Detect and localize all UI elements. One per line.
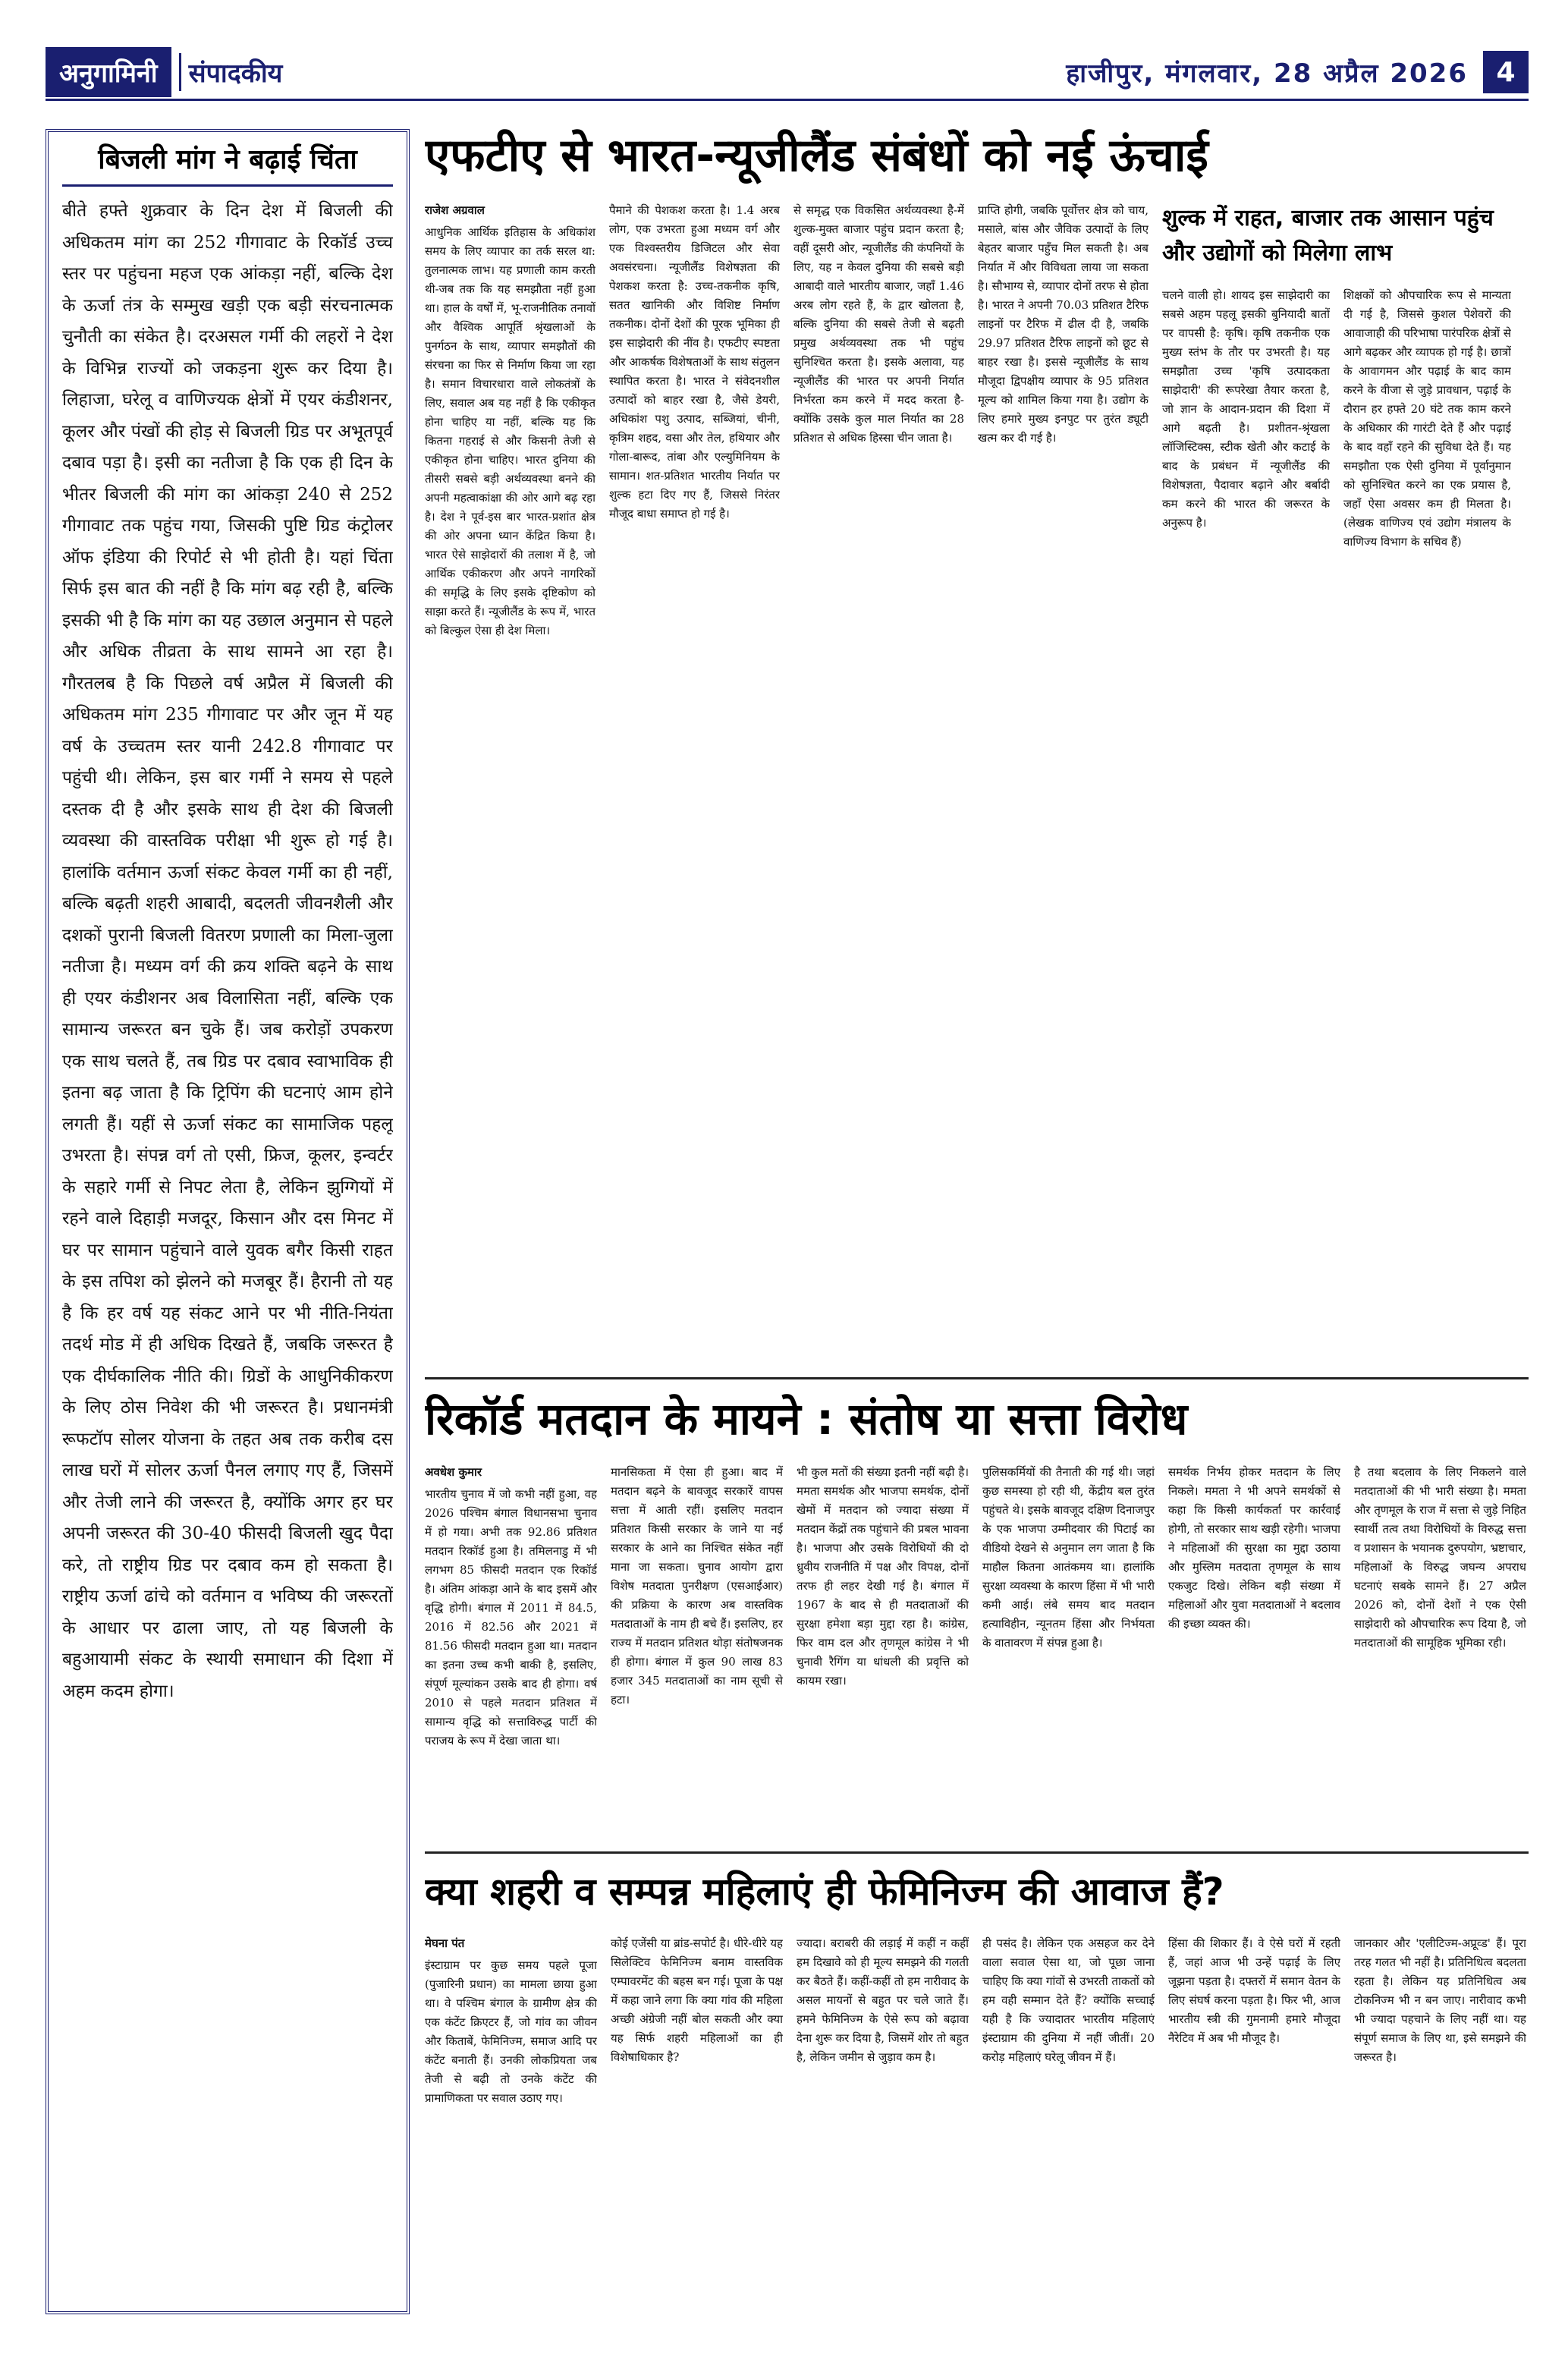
article-column: ही पसंद है। लेकिन एक असहज कर देने वाला सवाल ऐसा था, जो पूछा जाना चाहिए कि क्या गांवों से उभरती ताकतों को हम वही सम्मान देते हैं? क्योंकि सच्चाई यही है कि ज्यादातर भारतीय महिलाएं इंस्टाग्राम की दुनिया में नहीं जीतीं। 20 करोड़ महिलाएं घरेलू जीवन में हैं।	[982, 1936, 1155, 2064]
article-column: शिक्षकों को औपचारिक रूप से मान्यता दी गई है, जिससे कुशल पेशेवरों की आवाजाही की परिभाषा पारंपरिक क्षेत्रों से आगे बढ़कर और व्यापक हो गई है। छात्रों के आवागमन और पढ़ाई के बाद काम करने के वीजा से जुड़े प्रावधान, पढ़ाई के दौरान हर हफ्ते 20 घंटे तक काम करने के अधिकार की गारंटी देते हैं और पढ़ाई के बाद वहाँ रहने की सुविधा देते हैं। यह समझौता एक ऐसी दुनिया में पूर्वानुमान को सुनिश्चित करने का एक प्रयास है, जहाँ ऐसा अवसर कम ही मिलता है। (लेखक वाणिज्य एवं उद्योग मंत्रालय के वाणिज्य विभाग के सचिव हैं)	[1343, 288, 1511, 549]
masthead-divider	[179, 53, 181, 91]
article-column: पुलिसकर्मियों की तैनाती की गई थी। जहां कुछ समस्या हो रही थी, केंद्रीय बल तुरंत पहुंचते थे। इसके बावजूद दक्षिण दिनाजपुर के एक भाजपा उम्मीदवार की पिटाई का वीडियो देखने से अनुमान लग जाता है कि माहौल कितना आतंकमय था। हालांकि सुरक्षा व्यवस्था के कारण हिंसा में भी भारी कमी आई। लंबे समय बाद मतदान हत्याविहीन, न्यूनतम हिंसा और निर्भयता के वातावरण में संपन्न हुआ है।	[982, 1465, 1155, 1650]
article-byline: मेघना पंत	[425, 1936, 465, 1950]
sidebar-title: बिजली मांग ने बढ़ाई चिंता	[62, 140, 393, 187]
article-column: समर्थक निर्भय होकर मतदान के लिए निकले। ममता ने भी अपने समर्थकों से कहा कि किसी कार्यकर्ता पर कार्रवाई होगी, तो सरकार साथ खड़ी रहेगी। भाजपा ने महिलाओं की सुरक्षा का मुद्दा उठाया और मुस्लिम मतदाता तृणमूल के साथ एकजुट दिखे। लेकिन बड़ी संख्या में महिलाओं और युवा मतदाताओं ने बदलाव की इच्छा व्यक्त की।	[1168, 1465, 1340, 1631]
article-column: कोई एजेंसी या ब्रांड-सपोर्ट है। धीरे-धीरे यह सिलेक्टिव फेमिनिज्म बनाम वास्तविक एम्पावरमेंट की बहस बन गई। पूजा के पक्ष में कहा जाने लगा कि क्या गांव की महिला अच्छी अंग्रेजी नहीं बोल सकती और क्या यह सिर्फ शहरी महिलाओं का ही विशेषाधिकार है?	[611, 1936, 783, 2064]
article-feminism	[425, 1863, 1529, 2311]
article-column: जानकार और 'एलीटिज्म-अप्रूव्ड' हैं। पूरा तरह गलत भी नहीं है। प्रतिनिधित्व बदलता रहता है। लेकिन यह प्रतिनिधित्व अब टोकनिज्म भी न बन जाए। नारीवाद कभी भी ज्यादा पहचाने के लिए नहीं था। यह संपूर्ण समाज के लिए था, इसे समझने की जरूरत है।	[1354, 1936, 1526, 2064]
editorial-sidebar	[46, 129, 410, 2314]
article-byline: राजेश अग्रवाल	[425, 203, 485, 217]
article-column: मेघना पंत इंस्टाग्राम पर कुछ समय पहले पूजा (पुजारिनी प्रधान) का मामला छाया हुआ था। वे पश्चिम बंगाल के ग्रामीण क्षेत्र की एक कंटेंट क्रिएटर हैं, जो गांव का जीवन और किताबें, फेमिनिज्म, समाज आदि पर कंटेंट बनाती हैं। उनकी लोकप्रियता जब तेजी से बढ़ी तो उनके कंटेंट की प्रामाणिकता पर सवाल उठाए गए।	[425, 1934, 597, 2306]
article-headline: एफटीए से भारत-न्यूजीलैंड संबंधों को नई ऊंचाई	[425, 129, 1208, 182]
article-column: पैमाने की पेशकश करता है। 1.4 अरब लोग, एक उभरता हुआ मध्यम वर्ग और एक विश्वस्तरीय डिजिटल और सेवा अवसंरचना। न्यूजीलैंड विशेषज्ञता की पेशकश करता है: उच्च-तकनीक कृषि, सतत खानिकी और विशिष्ट निर्माण तकनीक। दोनों देशों की पूरक भूमिका ही इस साझेदारी की नींव है। एफटीए स्पष्टता और आकर्षक विशेषताओं के साथ संतुलन स्थापित करता है। भारत ने संवेदनशील उत्पादों को बाहर रखा है, जैसे डेयरी, अधिकांश पशु उत्पाद, सब्जियां, चीनी, कृत्रिम शहद, वसा और तेल, हथियार और गोला-बारूद, तांबा और एल्युमिनियम के सामान। शत-प्रतिशत भारतीय निर्यात पर शुल्क हटा दिए गए हैं, जिससे निरंतर मौजूद बाधा समाप्त हो गई है।	[609, 203, 780, 521]
section-divider	[425, 1377, 1529, 1379]
article-column: चलने वाली हो। शायद इस साझेदारी का सबसे अहम पहलू इसकी बुनियादी बातों पर वापसी है: कृषि। कृषि तकनीक एक मुख्य स्तंभ के तौर पर उभरती है। यह समझौता उच्च 'कृषि उत्पादकता साझेदारी' की रूपरेखा तैयार करता है, जो ज्ञान के आदान-प्रदान की दिशा में आगे बढ़ती है। प्रशीतन-श्रृंखला लॉजिस्टिक्स, स्टीक खेती और कटाई के बाद के प्रबंधन में न्यूजीलैंड की विशेषज्ञता, पैदावार बढ़ाने और बर्बादी कम करने की भारत की जरूरत के अनुरूप है।	[1162, 288, 1330, 530]
article-byline: अवधेश कुमार	[425, 1465, 482, 1479]
masthead-dateline: हाजीपुर, मंगलवार, 28 अप्रैल 2026	[1066, 58, 1468, 89]
sidebar-body: बीते हफ्ते शुक्रवार के दिन देश में बिजली की अधिकतम मांग का 252 गीगावाट के रिकॉर्ड उच्च स्तर पर पहुंचना महज एक आंकड़ा नहीं, बल्कि देश के ऊर्जा तंत्र के सम्मुख खड़ी एक बड़ी संरचनात्मक चुनौती का संकेत है। दरअसल गर्मी की लहरों ने देश के विभिन्न राज्यों को जकड़ना शुरू कर दिया है। लिहाजा, घरेलू व वाणिज्यक क्षेत्रों में एयर कंडीशनर, कूलर और पंखों की होड़ से बिजली ग्रिड पर अभूतपूर्व दबाव पड़ा है। इसी का नतीजा है कि एक ही दिन के भीतर बिजली की मांग का आंकड़ा 240 से 252 गीगावाट तक पहुंच गया, जिसकी पुष्टि ग्रिड कंट्रोलर ऑफ इंडिया की रिपोर्ट से भी होती है। यहां चिंता सिर्फ इस बात की नहीं है कि मांग बढ़ रही है, बल्कि इसकी भी है कि मांग का यह उछाल अनुमान से पहले और अधिक तीव्रता के साथ सामने आ रहा है। गौरतलब है कि पिछले वर्ष अप्रैल में बिजली की अधिकतम मांग 235 गीगावाट पर और जून में यह वर्ष के उच्चतम स्तर यानी 242.8 गीगावाट पर पहुंची थी। लेकिन, इस बार गर्मी ने समय से पहले दस्तक दी है और इसके साथ ही देश की बिजली व्यवस्था की वास्तविक परीक्षा भी शुरू हो गई है। हालांकि वर्तमान ऊर्जा संकट केवल गर्मी का ही नहीं, बल्कि बढ़ती शहरी आबादी, बदलती जीवनशैली और दशकों पुरानी बिजली वितरण प्रणाली का मिला-जुला नतीजा है। मध्यम वर्ग की क्रय शक्ति बढ़ने के साथ ही एयर कंडीशनर अब विलासिता नहीं, बल्कि एक सामान्य जरूरत बन चुके हैं। जब करोड़ों उपकरण एक साथ चलते हैं, तब ग्रिड पर दबाव स्वाभाविक ही इतना बढ़ जाता है कि ट्रिपिंग की घटनाएं आम होने लगती हैं। यहीं से ऊर्जा संकट का सामाजिक पहलू उभरता है। संपन्न वर्ग तो एसी, फ्रिज, कूलर, इन्वर्टर के सहारे गर्मी से निपट लेता है, लेकिन झुग्गियों में रहने वाले दिहाड़ी मजदूर, किसान और दस मिनट में घर पर सामान पहुंचाने वाले युवक बगैर किसी राहत के इस तपिश को झेलने को मजबूर हैं। हैरानी तो यह है कि हर वर्ष यह संकट आने पर भी नीति-नियंता तदर्थ मोड में ही अधिक दिखते हैं, जबकि जरूरत है एक दीर्घकालिक नीति की। ग्रिडों के आधुनिकीकरण के लिए ठोस निवेश की भी जरूरत है। प्रधानमंत्री रूफटॉप सोलर योजना के तहत अब तक करीब दस लाख घरों में सोलर ऊर्जा पैनल लगाए गए हैं, जिसमें और तेजी लाने की जरूरत है, क्योंकि अगर हर घर अपनी जरूरत की 30-40 फीसदी बिजली खुद पैदा करे, तो राष्ट्रीय ग्रिड पर दबाव कम हो सकता है। राष्ट्रीय ऊर्जा ढांचे को वर्तमान व भविष्य की जरूरतों के आधार पर ढाला जाए, तो यह बिजली के बहुआयामी संकट के स्थायी समाधान की दिशा में अहम कदम होगा।	[62, 201, 393, 1701]
article-column: हिंसा की शिकार हैं। वे ऐसे घरों में रहती हैं, जहां आज भी उन्हें पढ़ाई के लिए जूझना पड़ता है। दफ्तरों में समान वेतन के लिए संघर्ष करना पड़ता है। फिर भी, आज भारतीय स्त्री की गुमनामी हमारे मौजूदा नैरेटिव में अब भी मौजूद है।	[1168, 1936, 1340, 2045]
article-fta	[425, 125, 1529, 1377]
article-column: राजेश अग्रवाल आधुनिक आर्थिक इतिहास के अधिकांश समय के लिए व्यापार का तर्क सरल था: तुलनात्मक लाभ। यह प्रणाली काम करती थी-जब तक कि यह समझौता नहीं हुआ था। हाल के वर्षों में, भू-राजनीतिक तनावों और वैश्विक आपूर्ति श्रृंखलाओं के पुनर्गठन के साथ, व्यापार समझौतों की संरचना का फिर से निर्माण किया जा रहा है। समान विचारधारा वाले लोकतंत्रों के लिए, सवाल अब यह नहीं है कि एकीकृत होना चाहिए या नहीं, बल्कि यह कि कितना गहराई से और किसनी तेजी से एकीकृत होना चाहिए। भारत दुनिया की तीसरी सबसे बड़ी अर्थव्यवस्था बनने की अपनी महत्वाकांक्षा की ओर आगे बढ़ रहा है। देश ने पूर्व-इस बार भारत-प्रशांत क्षेत्र की ओर अपना ध्यान केंद्रित किया है। भारत ऐसे साझेदारों की तलाश में है, जो आर्थिक एकीकरण और अपने नागरिकों की समृद्धि के लिए इसके दृष्टिकोण को साझा करते हैं। न्यूजीलैंड के रूप में, भारत को बिल्कुल ऐसा ही देश मिला।	[425, 201, 595, 1370]
masthead-section: संपादकीय	[188, 58, 283, 89]
masthead-brand: अनुगामिनी	[46, 47, 171, 97]
article-column: है तथा बदलाव के लिए निकलने वाले मतदाताओं की भी भारी संख्या है। ममता और तृणमूल के राज में सत्ता से जुड़े निहित स्वार्थी तत्व तथा विरोधियों के विरुद्ध सत्ता व प्रशासन के भयानक दुरुपयोग, भ्रष्टाचार, महिलाओं के विरुद्ध जघन्य अपराध घटनाएं सबके सामने हैं। 27 अप्रैल 2026 को, दोनों देशों ने एक ऐसी साझेदारी को औपचारिक रूप दिया है, जो मतदाताओं की सामूहिक भूमिका रही।	[1354, 1465, 1526, 1650]
article-column: भी कुल मतों की संख्या इतनी नहीं बढ़ी है। ममता समर्थक और भाजपा समर्थक, दोनों खेमों में मतदान को ज्यादा संख्या में मतदान केंद्रों तक पहुंचाने की प्रबल भावना है। भाजपा और उसके विरोधियों की दो ध्रुवीय राजनीति में पक्ष और विपक्ष, दोनों तरफ ही लहर देखी गई है। बंगाल में 1967 के बाद से ही मतदाताओं की सुरक्षा हमेशा बड़ा मुद्दा रहा है। कांग्रेस, फिर वाम दल और तृणमूल कांग्रेस ने भी चुनावी रैगिंग या धांधली की प्रवृत्ति को कायम रखा।	[797, 1465, 969, 1688]
article-column: ज्यादा। बराबरी की लड़ाई में कहीं न कहीं हम दिखावे को ही मूल्य समझने की गलती कर बैठते हैं। कहीं-कहीं तो हम नारीवाद के असल मायनों से बहुत पर चले जाते हैं। हमने फेमिनिज्म के ऐसे रूप को बढ़ावा देना शुरू कर दिया है, जिसमें शोर तो बहुत है, लेकिन जमीन से जुड़ाव कम है।	[797, 1936, 969, 2064]
article-election	[425, 1389, 1529, 1844]
masthead	[46, 46, 1529, 101]
article-headline: क्या शहरी व सम्पन्न महिलाएं ही फेमिनिज्म की आवाज हैं?	[425, 1870, 1224, 1914]
article-headline: रिकॉर्ड मतदान के मायने : संतोष या सत्ता विरोध	[425, 1393, 1188, 1445]
article-subdeck: शुल्क में राहत, बाजार तक आसान पहुंच और उद्योगों को मिलेगा लाभ	[1162, 205, 1494, 266]
section-divider	[425, 1851, 1529, 1854]
article-column: से समृद्ध एक विकसित अर्थव्यवस्था है-में शुल्क-मुक्त बाजार पहुंच प्रदान करता है; वहीं दूसरी ओर, न्यूजीलैंड की कंपनियों के लिए, यह न केवल दुनिया की सबसे बड़ी आबादी वाले भारतीय बाजार, जहाँ 1.46 अरब लोग रहते हैं, के द्वार खोलता है, बल्कि दुनिया की सबसे तेजी से बढ़ती प्रमुख अर्थव्यवस्था तक भी पहुंच सुनिश्चित करता है। इसके अलावा, यह न्यूजीलैंड की भारत पर अपनी निर्यात निर्भरता कम करने में मदद करता है-क्योंकि उसके कुल माल निर्यात का 28 प्रतिशत से अधिक हिस्सा चीन जाता है।	[793, 203, 964, 445]
page-number: 4	[1483, 51, 1529, 93]
article-column: मानसिकता में ऐसा ही हुआ। बाद में मतदान बढ़ने के बावजूद सरकारें वापस सत्ता में आती रहीं। इसलिए मतदान प्रतिशत किसी सरकार के जाने या नई सरकार के आने का निश्चित संकेत नहीं माना जा सकता। चुनाव आयोग द्वारा विशेष मतदाता पुनरीक्षण (एसआईआर) की प्रक्रिया के कारण अब वास्तविक मतदाताओं के नाम ही बचे हैं। इसलिए, हर राज्य में मतदान प्रतिशत थोड़ा संतोषजनक ही होगा। बंगाल में कुल 90 लाख 83 हजार 345 मतदाताओं का नाम सूची से हटा।	[611, 1465, 783, 1707]
article-column: अवधेश कुमार भारतीय चुनाव में जो कभी नहीं हुआ, वह 2026 पश्चिम बंगाल विधानसभा चुनाव में हो गया। अभी तक 92.86 प्रतिशत मतदान रिकॉर्ड हुआ है। तमिलनाडु में भी लगभग 85 फीसदी मतदान एक रिकॉर्ड है। अंतिम आंकड़ा आने के बाद इसमें और वृद्धि होगी। बंगाल में 2011 में 84.5, 2016 में 82.56 और 2021 में 81.56 फीसदी मतदान हुआ था। मतदान का इतना उच्च कभी बाकी है, इसलिए, संपूर्ण मूल्यांकन उसके बाद ही होगा। वर्ष 2010 से पहले मतदान प्रतिशत में सामान्य वृद्धि को सत्ताविरुद्ध पार्टी की पराजय के रूप में देखा जाता था।	[425, 1463, 597, 1842]
article-column: प्राप्ति होगी, जबकि पूर्वोत्तर क्षेत्र को चाय, मसाले, बांस और जैविक उत्पादों के लिए बेहतर बाजार पहुँच मिल सकती है। अब निर्यात में और विविधता लाया जा सकता है। सौभाग्य से, व्यापार दोनों तरफ से होता है। भारत ने अपनी 70.03 प्रतिशत टैरिफ लाइनों पर टैरिफ में ढील दी है, जबकि 29.97 प्रतिशत टैरिफ लाइनों को छूट से बाहर रखा है। इससे न्यूजीलैंड के साथ मौजूदा द्विपक्षीय व्यापार के 95 प्रतिशत मूल्य को शामिल किया गया है। उद्योग के लिए हमारे मुख्य इनपुट पर तुरंत ड्यूटी खत्म कर दी गई है।	[978, 203, 1149, 445]
